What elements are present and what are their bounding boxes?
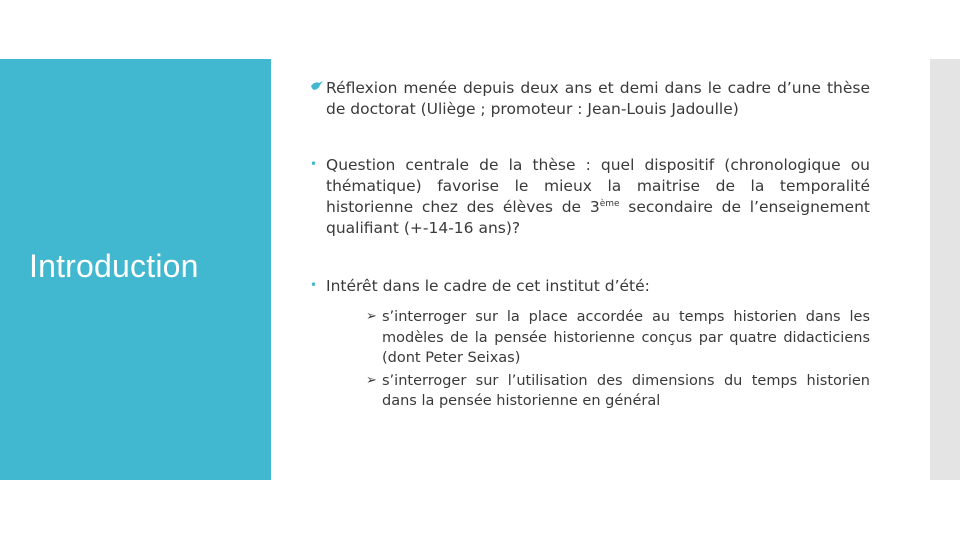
bullet-2-text-after: secondaire de l’enseignement qualifiant (+-14-16 ans)? <box>326 198 870 237</box>
bullet-3 <box>310 276 870 412</box>
slide-title: Introduction <box>29 248 199 284</box>
bullet-2-superscript: ème <box>599 198 620 209</box>
hummingbird-bullet-icon <box>310 78 324 99</box>
slide-content <box>310 78 870 414</box>
sub-bullet-2 <box>366 371 870 412</box>
dot-bullet-icon: • <box>310 278 318 292</box>
bullet-1 <box>310 78 870 120</box>
sub-bullet-1-text: s’interroger sur la place accordée au temps historien dans les modèles de la pensée historienne conçus par quatre didacticiens (dont Peter Seixas) <box>382 309 870 366</box>
dot-bullet-icon: • <box>310 157 318 171</box>
bullet-2 <box>310 155 870 239</box>
sub-bullet-1 <box>366 307 870 369</box>
sub-bullet-2-text: s’interroger sur l’utilisation des dimensions du temps historien dans la pensée historienne en général <box>382 372 870 409</box>
bullet-3-text: Intérêt dans le cadre de cet institut d’été: <box>326 277 650 295</box>
bullet-2-text: Question centrale de la thèse : quel dispositif (chronologique ou thématique) favorise le mieux la maitrise de la temporalité historienne chez des élèves de 3 <box>326 156 870 216</box>
arrow-bullet-icon: ➢ <box>366 372 377 388</box>
sub-bullet-list <box>326 307 870 412</box>
bullet-1-text: Réflexion menée depuis deux ans et demi dans le cadre d’une thèse de doctorat (Uliège ; promoteur : Jean-Louis Jadoulle) <box>326 79 870 118</box>
scrollbar[interactable] <box>930 59 960 480</box>
arrow-bullet-icon: ➢ <box>366 309 377 324</box>
